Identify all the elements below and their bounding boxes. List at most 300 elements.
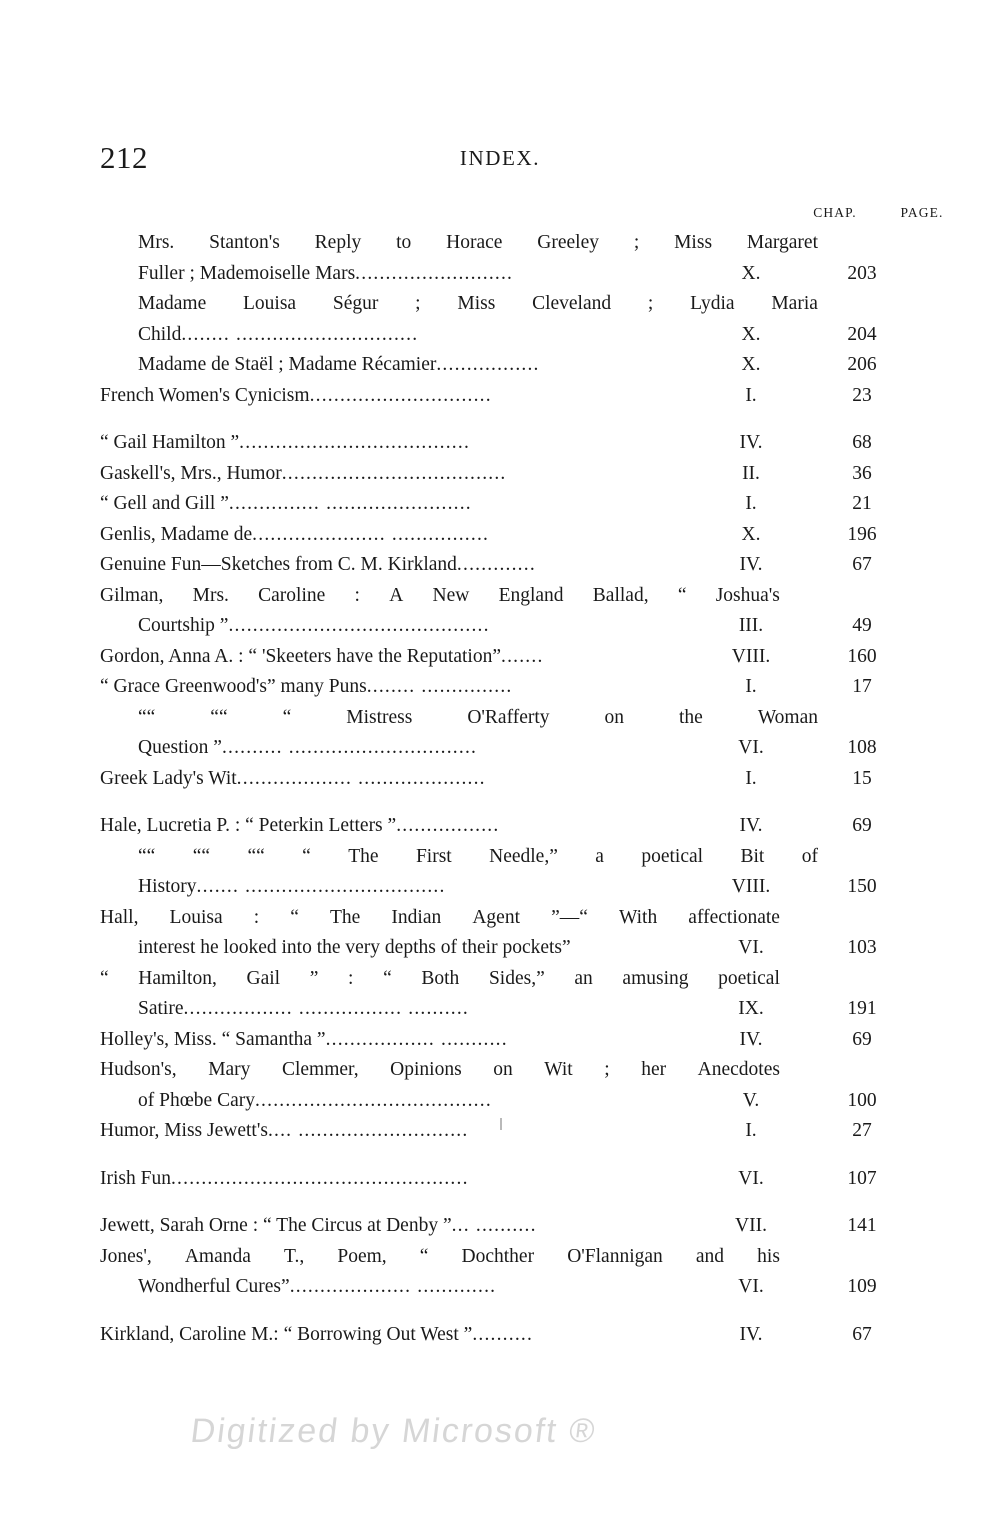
dot-leader: ...................... ................ [252,523,490,545]
chapter-number: IV. [739,432,763,453]
entry-text [100,581,780,642]
entry-spacer [100,1147,922,1164]
word: The [348,845,379,867]
dot-leader: .......... [472,1323,534,1345]
dot-leader: .................. ........... [325,1028,508,1050]
entry-line [100,1164,780,1195]
word: ““ [210,706,228,728]
entry-line [100,703,818,734]
entry-spacer [100,1303,922,1320]
entry-text [100,1242,780,1303]
word: her [641,1059,667,1080]
word: ““ [138,845,156,867]
entry-line [100,994,780,1025]
chapter-number: IX. [738,998,764,1019]
entry-text [100,964,780,1025]
word: First [415,845,452,867]
word: “ [419,1245,429,1267]
word: Wit [544,1059,573,1080]
running-head [100,140,900,174]
chapter-number: VIII. [731,645,771,667]
page-number-ref: 36 [852,462,872,484]
index-entry [100,289,922,350]
dot-leader: ... .......... [451,1215,537,1236]
word: Bit [740,845,765,867]
word: poetical [718,967,780,989]
entry-text [100,381,780,412]
dot-leader: ................. [436,354,540,375]
word: on [604,706,625,728]
index-entry [100,1164,922,1195]
dot-leader: .... ............................ [267,1120,469,1141]
dot-leader: ................... ..................... [236,767,486,789]
entry-label: Question ” [138,737,222,758]
entry-text [100,520,780,551]
word: : [348,967,354,989]
chapter-number: I. [745,767,757,789]
word: Greeley [537,232,599,253]
entry-label: Genlis, Madame de [100,523,253,545]
chapter-number: I. [745,1120,757,1141]
entry-line [100,1272,780,1303]
word: “ [383,967,392,989]
entry-label: Jewett, Sarah Orne : “ The Circus at Denby ” [100,1215,452,1236]
entry-text [100,811,780,842]
chapter-number: VIII. [731,876,771,897]
dot-leader: ....... ................................. [196,876,446,897]
index-entry [100,520,922,551]
entry-text [100,489,780,520]
entry-text [100,672,780,703]
entry-label: Irish Fun [100,1167,171,1189]
word: Opinions [390,1059,462,1080]
word: Sides,” [488,967,545,989]
dot-leader: ................. [396,815,500,836]
page-number-ref: 203 [847,262,877,284]
word: and [695,1245,725,1267]
entry-line [100,320,780,351]
word: ” [309,967,319,989]
entry-references [692,1164,922,1195]
word: Anecdotes [697,1059,780,1080]
entry-line [100,1025,780,1056]
entry-line [100,489,780,520]
word: Gilman, [100,584,164,606]
entry-references [692,642,922,673]
index-entry [100,459,922,490]
entry-line [100,611,780,642]
page-number-ref: 100 [847,1089,877,1111]
entry-references [692,872,922,903]
dot-leader: ..................................... [281,462,507,484]
entry-text [100,903,780,964]
page-number-ref: 107 [847,1167,877,1189]
word: ; [415,293,421,314]
entry-line [100,1116,780,1147]
entry-line [100,289,818,320]
page-number-ref: 160 [847,645,877,667]
word: Gail [246,967,281,989]
entry-label: Kirkland, Caroline M.: “ Borrowing Out West ” [100,1323,473,1345]
word: Mary [208,1059,251,1080]
index-entry [100,1242,922,1303]
entry-text [100,1211,780,1242]
word: ; [647,293,654,314]
word: Amanda [184,1245,251,1267]
index-entry [100,642,922,673]
index-entry [100,1211,922,1242]
page-number-ref: 68 [852,432,872,453]
word: New [432,584,470,606]
entry-text [100,642,780,673]
entry-references [692,550,922,581]
entry-label: Fuller ; Mademoiselle Mars [138,262,356,284]
page-number-ref: 49 [852,615,872,636]
entry-text [100,1320,780,1351]
entry-line [100,842,818,873]
entry-text [100,703,818,764]
dot-leader: .......................... [355,262,514,284]
word: With [618,906,658,928]
entry-line [100,1086,780,1117]
entry-line [100,1320,780,1351]
entry-label: French Women's Cynicism [100,384,310,406]
page-number: 212 [100,140,148,175]
word: The [329,906,361,928]
page-number-ref: 191 [847,998,877,1019]
word: Louisa [243,293,297,314]
word: O'Rafferty [467,706,550,728]
entry-references [692,489,922,520]
index-entry [100,764,922,795]
entry-references [692,1116,922,1147]
word: “ [282,706,292,728]
index-entry [100,964,922,1025]
page-number-ref: 21 [852,493,872,514]
entry-references [692,811,922,842]
index-entry [100,703,922,764]
word: Hall, [100,906,139,928]
entry-line [100,811,780,842]
dot-leader: ................................................. [170,1167,469,1189]
entry-label: “ Gail Hamilton ” [100,432,240,453]
entry-text [100,550,780,581]
index-entry [100,350,922,381]
word: Cleveland [532,293,612,314]
page-number-ref: 69 [852,815,872,836]
entry-text [100,842,818,903]
word: ““ [247,845,265,867]
page-number-ref: 23 [852,384,872,406]
index-entry [100,581,922,642]
entry-label: Satire [138,998,184,1019]
page-number-ref: 15 [852,767,872,789]
entry-line [100,520,780,551]
index-entry [100,672,922,703]
entry-text [100,228,818,289]
page-column-header: PAGE. [900,205,944,220]
entry-line [100,381,780,412]
entry-references [692,1025,922,1056]
word: A [389,584,404,606]
index-entry [100,1116,922,1147]
entry-line [100,872,780,903]
word: Horace [446,232,503,253]
page-number-ref: 108 [847,737,877,758]
word: Miss [674,232,713,253]
entry-references [692,350,922,381]
chapter-number: X. [741,323,761,345]
dot-leader: ....................................... [254,1089,492,1111]
entry-references [692,259,922,290]
dot-leader: ............. [456,554,536,575]
entry-spacer [100,411,922,428]
dot-leader: .......... ............................... [221,737,478,758]
word: an [574,967,593,989]
page-number-ref: 204 [847,323,877,345]
word: Dochther [461,1245,535,1267]
entry-line [100,350,780,381]
word: Miss [457,293,496,314]
dot-leader: .................... ............. [289,1276,497,1297]
entry-references [692,994,922,1025]
word: Needle,” [489,845,558,867]
entry-references [692,933,922,964]
chapter-number: IV. [739,1028,763,1050]
page-number-ref: 67 [852,554,872,575]
word: Woman [757,706,818,728]
word: “ [677,584,687,606]
chapter-number: VI. [738,1276,764,1297]
word: Both [421,967,460,989]
word: Madame [138,293,207,314]
entry-line [100,903,780,934]
page-number-ref: 141 [847,1215,877,1236]
chapter-number: VI. [738,1167,764,1189]
chapter-number: V. [742,1089,760,1111]
entry-label: “ Grace Greenwood's” many Puns [100,676,367,697]
dot-leader: .............................. [309,384,492,406]
entry-references [692,764,922,795]
index-entry [100,1055,922,1116]
word: his [757,1245,780,1267]
chapter-number: IV. [739,815,763,836]
chapter-number: X. [741,523,761,545]
entry-line [100,764,780,795]
chapter-column-header: CHAP. [813,205,857,220]
chapter-number: I. [745,676,757,697]
word: Ségur [332,293,379,314]
word: ““ [138,706,156,728]
page-number-ref: 196 [847,523,877,545]
word: Mrs. [192,584,229,606]
entry-line [100,228,818,259]
chapter-number: I. [745,384,757,406]
entry-line [100,964,780,995]
dot-leader: .................. ................. .......... [183,998,470,1019]
page-number-ref: 206 [847,354,877,375]
entry-references [692,1211,922,1242]
word: to [396,232,412,253]
word: Maria [771,293,818,314]
word: “ [100,967,109,989]
entry-line [100,933,780,964]
entry-text [100,459,780,490]
entry-label: Genuine Fun—Sketches from C. M. Kirkland [100,554,457,575]
word: : [354,584,360,606]
index-entry [100,550,922,581]
page-number-ref: 103 [847,937,877,958]
word: Caroline [258,584,326,606]
word: “ [302,845,311,867]
entry-label: Greek Lady's Wit [100,767,237,789]
word: : [253,906,260,928]
dot-leader: ....... [501,645,544,667]
word: ”—“ [551,906,588,928]
word: England [498,584,564,606]
chapter-number: I. [745,493,757,514]
entry-label: History [138,876,197,897]
entry-references [692,381,922,412]
entry-references [692,1272,922,1303]
index-entry [100,1025,922,1056]
index-entry [100,489,922,520]
entry-references [692,459,922,490]
word: Lydia [690,293,735,314]
entry-label: of Phœbe Cary [138,1089,255,1111]
entry-text [100,289,818,350]
word: Clemmer, [281,1059,359,1080]
entry-references [692,611,922,642]
entry-references [692,1320,922,1351]
word: T., [284,1245,305,1267]
index-entry [100,381,922,412]
word: amusing [622,967,689,989]
entry-spacer [100,1194,922,1211]
entry-references [692,428,922,459]
chapter-number: X. [741,262,761,284]
chapter-number: IV. [739,1323,763,1345]
entry-references [692,1086,922,1117]
word: Margaret [746,232,818,253]
word: Mistress [346,706,413,728]
entry-label: Courtship ” [138,615,229,636]
entry-text [100,1164,780,1195]
index-entry [100,842,922,903]
chapter-number: VII. [735,1215,767,1236]
entry-text [100,1116,780,1147]
word: Agent [472,906,520,928]
word: the [679,706,703,728]
page-number-ref: 17 [852,676,872,697]
entry-label: Gaskell's, Mrs., Humor [100,462,282,484]
word: affectionate [688,906,780,928]
entry-line [100,672,780,703]
dot-leader: ........................................... [228,615,490,636]
entry-references [692,672,922,703]
word: ““ [192,845,211,867]
entry-text [100,764,780,795]
entry-label: Wondherful Cures” [138,1276,290,1297]
entry-line [100,581,780,612]
entry-line [100,1055,780,1086]
word: Indian [391,906,442,928]
entry-label: Gordon, Anna A. : “ 'Skeeters have the Reputation” [100,645,501,667]
word: Poem, [337,1245,387,1267]
word: Jones', [100,1245,152,1267]
dot-leader: ........ .............................. [181,323,419,345]
chapter-number: VI. [738,737,764,758]
watermark: Digitized by Microsoft ® [188,1412,599,1450]
chapter-number: II. [742,462,760,484]
entry-line [100,642,780,673]
word: Joshua's [715,584,780,606]
entry-line [100,428,780,459]
entry-line [100,1242,780,1273]
dot-leader: ........ ............... [366,676,513,697]
entry-label: interest he looked into the very depths of their pockets” [138,937,571,958]
word: Hudson's, [100,1059,177,1080]
index-entry [100,228,922,289]
word: Ballad, [592,584,649,606]
entry-references [692,320,922,351]
word: ; [633,232,640,253]
word: Reply [314,232,362,253]
column-headers [100,205,944,223]
chapter-number: X. [741,354,761,375]
entry-label: Humor, Miss Jewett's [100,1120,268,1141]
entry-label: “ Gell and Gill ” [100,493,229,514]
entry-spacer [100,794,922,811]
word: Stanton's [209,232,280,253]
entry-line [100,1211,780,1242]
index-entry [100,1320,922,1351]
entry-label: Holley's, Miss. “ Samantha ” [100,1028,326,1050]
entry-line [100,259,780,290]
word: poetical [641,845,704,867]
word: a [595,845,604,867]
page-number-ref: 67 [852,1323,872,1345]
entry-line [100,550,780,581]
index-entry [100,811,922,842]
index-entry-list [100,228,922,1350]
chapter-number: IV. [739,554,763,575]
word: Louisa [169,906,223,928]
entry-text [100,428,780,459]
word: Mrs. [138,232,175,253]
page-title: INDEX. [459,146,541,170]
chapter-number: III. [738,615,764,636]
entry-label: Child [138,323,182,345]
entry-text [100,1055,780,1116]
dot-leader: ............... ........................ [228,493,472,514]
entry-label: Madame de Staël ; Madame Récamier [138,354,437,375]
entry-line [100,459,780,490]
index-entry [100,903,922,964]
entry-references [692,520,922,551]
dot-leader: ...................................... [239,432,471,453]
word: on [493,1059,513,1080]
entry-label: Hale, Lucretia P. : “ Peterkin Letters ” [100,815,397,836]
word: O'Flannigan [567,1245,663,1267]
entry-line [100,733,780,764]
entry-text [100,350,780,381]
page-number-ref: 69 [852,1028,872,1050]
word: ; [604,1059,610,1080]
entry-text [100,1025,780,1056]
word: Hamilton, [138,967,217,989]
word: of [801,845,818,867]
